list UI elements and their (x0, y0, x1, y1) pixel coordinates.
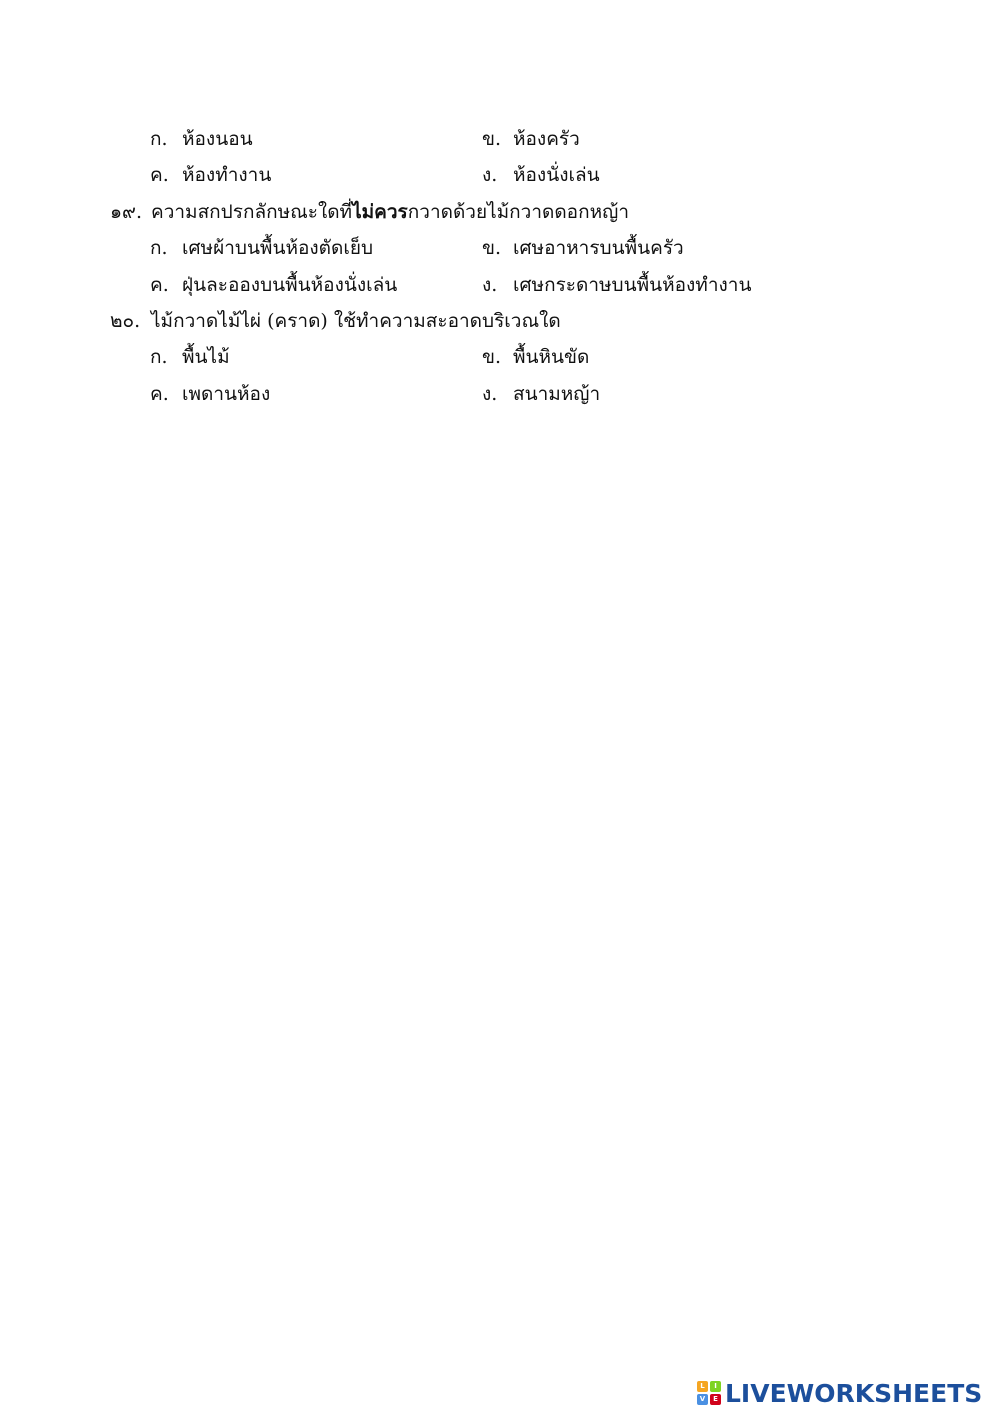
q20-option-a-label: ก. (150, 346, 168, 368)
q18-option-b-text: ห้องครัว (513, 128, 580, 150)
q20-option-a-text: พื้นไม้ (182, 346, 230, 368)
q20-option-c-label: ค. (150, 383, 169, 405)
q19-prefix: ความสกปรกลักษณะใดที่ (151, 201, 353, 223)
q20-option-c-text: เพดานห้อง (182, 383, 271, 405)
q19-question-text (151, 200, 629, 224)
q19-option-b-text: เศษอาหารบนพื้นครัว (513, 237, 684, 259)
q20-number: ๒๐. (110, 310, 141, 332)
q19-option-c-label: ค. (150, 274, 169, 296)
q18-option-c-text: ห้องทำงาน (182, 164, 272, 186)
q20-option-b-label: ข. (482, 346, 502, 368)
q19-suffix: กวาดด้วยไม้กวาดดอกหญ้า (407, 201, 629, 223)
q19-option-a-text: เศษผ้าบนพื้นห้องตัดเย็บ (182, 237, 374, 259)
logo-mark-v: V (697, 1394, 708, 1405)
q19-option-c-text: ฝุ่นละอองบนพื้นห้องนั่งเล่น (182, 274, 398, 296)
q20-question-text: ไม้กวาดไม้ไผ่ (คราด) ใช้ทำความสะอาดบริเวณใด (151, 310, 561, 332)
q18-option-c-label: ค. (150, 164, 169, 186)
liveworksheets-logo-text: LIVEWORKSHEETS (725, 1378, 983, 1408)
q20-option-d-text: สนามหญ้า (513, 383, 601, 405)
q19-option-b-label: ข. (482, 237, 502, 259)
q18-option-a-label: ก. (150, 128, 168, 150)
q19-number: ๑๙. (110, 201, 143, 223)
q18-option-b-label: ข. (482, 128, 502, 150)
q18-option-d-text: ห้องนั่งเล่น (513, 164, 600, 186)
liveworksheets-logo (697, 1378, 982, 1408)
logo-mark-l: L (697, 1381, 708, 1392)
q18-option-d-label: ง. (482, 164, 498, 186)
q20-option-b-text: พื้นหินขัด (513, 346, 590, 368)
q19-option-d-label: ง. (482, 274, 498, 296)
liveworksheets-mark-icon (697, 1381, 721, 1405)
q18-option-a-text: ห้องนอน (182, 128, 253, 150)
logo-mark-e: E (710, 1394, 721, 1405)
q19-option-d-text: เศษกระดาษบนพื้นห้องทำงาน (513, 274, 752, 296)
q19-option-a-label: ก. (150, 237, 168, 259)
logo-mark-i: I (710, 1381, 721, 1392)
q19-emphasis: ไม่ควร (352, 201, 408, 223)
q20-option-d-label: ง. (482, 383, 498, 405)
